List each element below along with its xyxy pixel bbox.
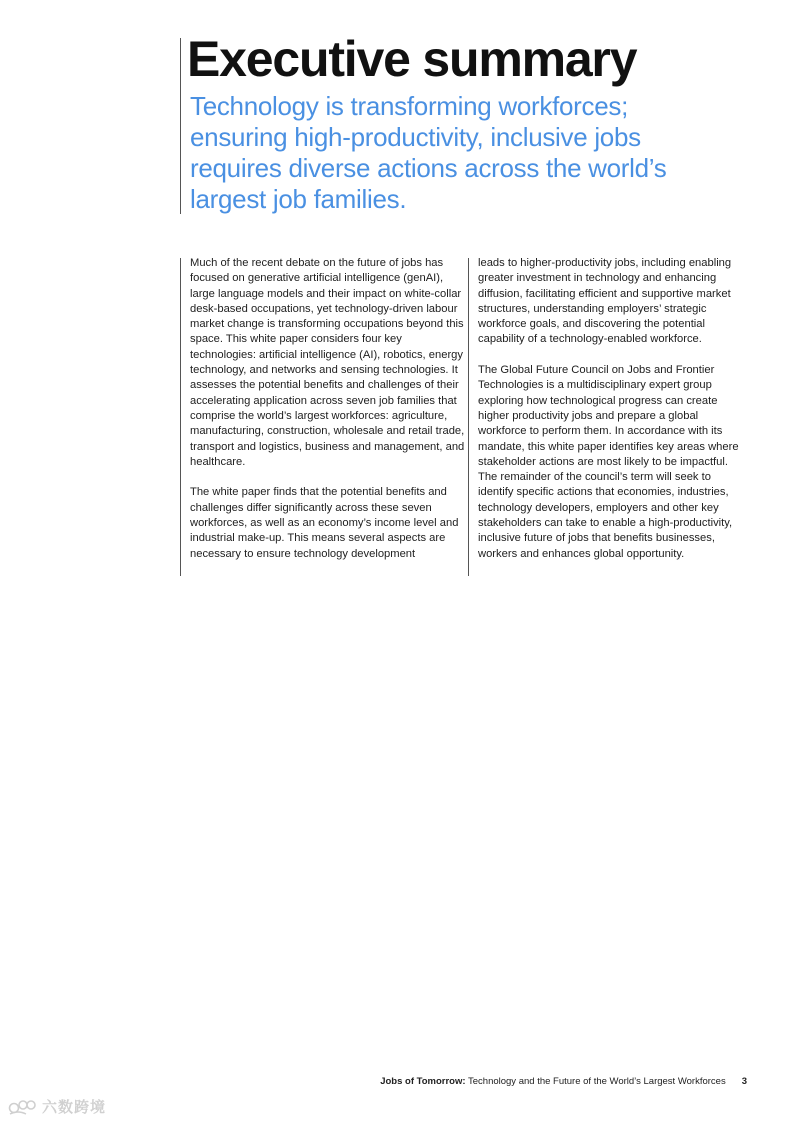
page-number: 3 — [741, 1076, 747, 1087]
body-paragraph: leads to higher-productivity jobs, including enabling greater investment in technology and enhancing diffusion, facilitating efficient and supportive market structures, understanding employers’ strategic workforce goals, and discovering the potential capability of a technology-enabled workforce. — [478, 257, 732, 346]
body-paragraph: Much of the recent debate on the future of jobs has focused on generative artificial intelligence (genAI), large language models and their impact on white-collar desk-based occupations, yet technology-driven labour market change is transforming occupations beyond this space. This white paper considers four key technologies: artificial intelligence (AI), robotics, energy technology, and networks and sensing technologies. It assesses the potential benefits and challenges of their accelerating application across seven job families that comprise the world’s largest workforces: agriculture, manufacturing, construction, wholesale and retail trade, transport and logistics, business and management, and healthcare. — [190, 257, 465, 468]
page-title: Executive summary — [187, 31, 637, 87]
watermark-text: 六数跨境 — [42, 1099, 107, 1116]
body-paragraph: The white paper finds that the potential benefits and challenges differ significantly across these seven workforces, as well as an economy’s income level and industrial make-up. This means several aspects are necessary to ensure technology development — [190, 486, 459, 560]
body-paragraph: The Global Future Council on Jobs and Frontier Technologies is a multidisciplinary expert group exploring how technological progress can create higher productivity jobs and prepare a global workforce to perform them. In accordance with its mandate, this white paper identifies key areas where stakeholder actions are most likely to be impactful. The remainder of the council’s term will seek to identify specific actions that economies, industries, technology developers, employers and other key stakeholders can take to enable a high-productivity, inclusive future of jobs that benefits businesses, workers and enhances global opportunity. — [478, 364, 739, 560]
page-subtitle: Technology is transforming workforces; ensuring high-productivity, inclusive jobs requires diverse actions across the world’s largest job families. — [190, 91, 667, 214]
left-column-rule — [180, 258, 181, 576]
header-vertical-rule — [180, 38, 181, 214]
watermark-logo-icon — [8, 1098, 38, 1116]
right-column — [478, 256, 746, 577]
footer-report-title-bold: Jobs of Tomorrow: — [380, 1076, 466, 1087]
left-column — [190, 256, 466, 577]
footer-report-title: Technology and the Future of the World’s Largest Workforces — [465, 1076, 726, 1087]
watermark — [8, 1096, 106, 1117]
middle-column-rule — [468, 258, 469, 576]
page-footer — [380, 1076, 747, 1087]
